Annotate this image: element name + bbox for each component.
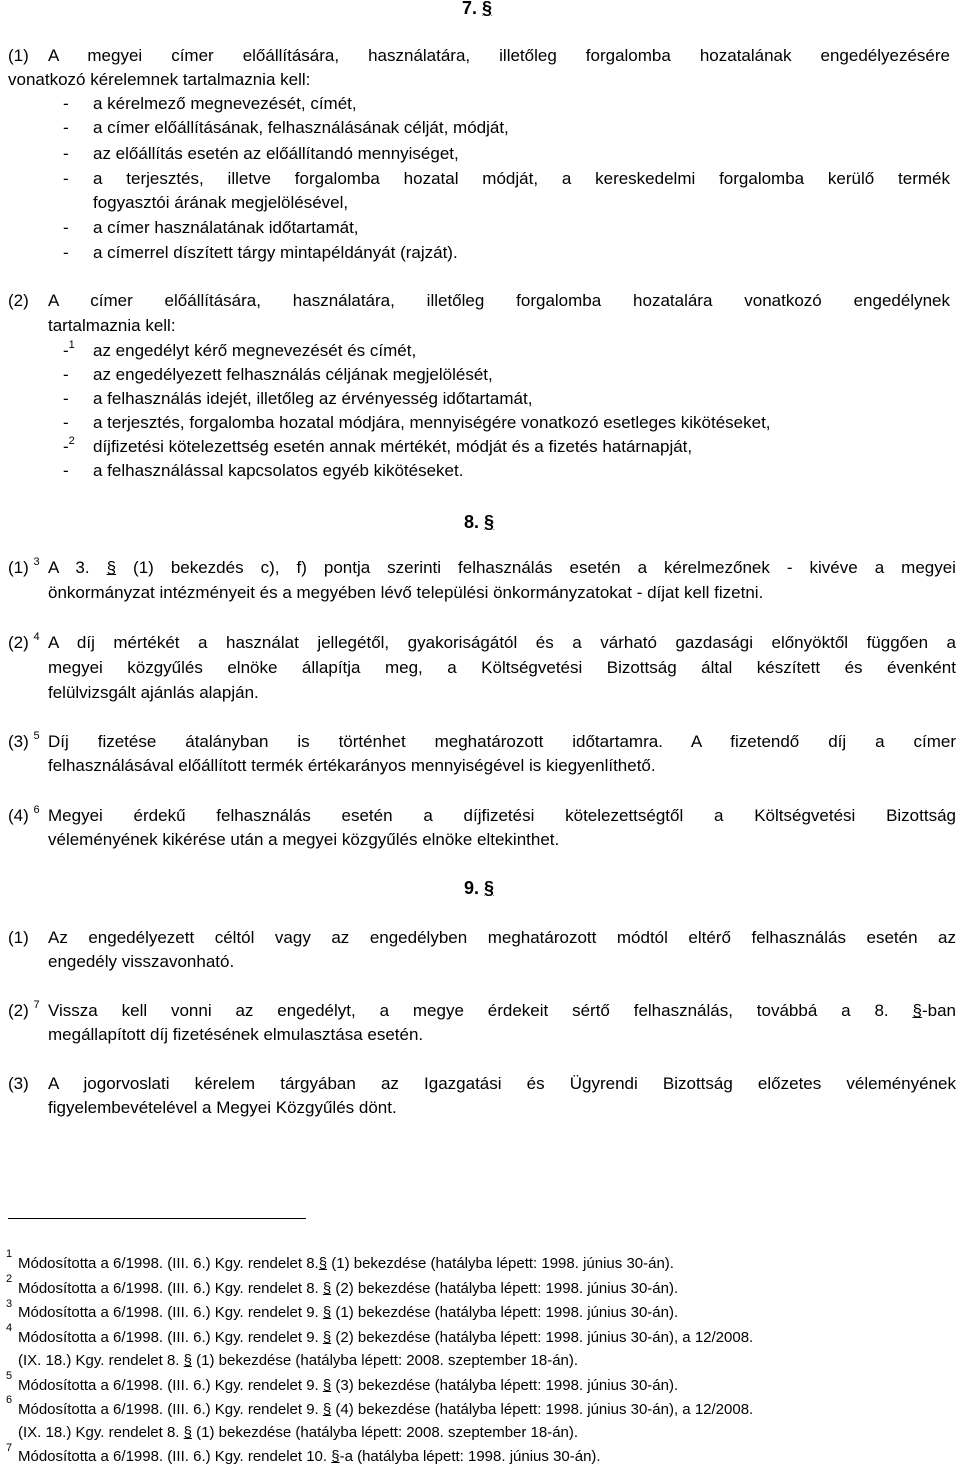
s8-p2-line2: megyei közgyűlés elnöke állapítja meg, a Költségvetési Bizottság által készített és évenként: [48, 658, 956, 677]
dash: -: [63, 243, 69, 262]
dash: -: [63, 94, 69, 113]
section-9-heading: 9. §: [464, 878, 495, 898]
s7-p2-line2: tartalmaznia kell:: [48, 316, 176, 335]
dash: -: [63, 389, 69, 408]
s8-p3-line2: felhasználásával előállított termék értékarányos mennyiségével is kiegyenlíthető.: [48, 756, 656, 775]
footnote-number: 5: [6, 1370, 13, 1382]
footnote-number: 4: [6, 1322, 13, 1334]
list-item: az engedélyezett felhasználás céljának megjelölését,: [93, 365, 493, 384]
footnote-4: Módosította a 6/1998. (III. 6.) Kgy. rendelet 9. § (2) bekezdése (hatályba lépett: 1998. június 30-án), a 12/2008.: [18, 1329, 754, 1346]
list-item: díjfizetési kötelezettség esetén annak mértékét, módját és a fizetés határnapját,: [93, 437, 693, 456]
dash: -: [63, 169, 69, 188]
list-item: a címer előállításának, felhasználásának célját, módját,: [93, 118, 509, 137]
s8-p3-number: (3) $^5$: [8, 730, 40, 751]
s8-p4-number: (4) $^6$: [8, 804, 40, 825]
footnote-ref: 3: [33, 556, 40, 568]
dash-with-footnote: -$^1$: [63, 339, 75, 360]
footnote-number: 2: [6, 1273, 13, 1285]
list-item: a felhasználás idejét, illetőleg az érvényesség időtartamát,: [93, 389, 533, 408]
dash: -: [63, 118, 69, 137]
s9-p3-line1: A jogorvoslati kérelem tárgyában az Igazgatási és Ügyrendi Bizottság előzetes véleményének: [48, 1074, 956, 1093]
footnote-2: Módosította a 6/1998. (III. 6.) Kgy. rendelet 8. § (2) bekezdése (hatályba lépett: 1998. június 30-án).: [18, 1280, 679, 1297]
footnote-ref: 4: [33, 631, 40, 643]
s9-p2-line2: megállapított díj fizetésének elmulasztása esetén.: [48, 1025, 424, 1044]
footnote-ref: 5: [33, 730, 40, 742]
s8-p4-line1: Megyei érdekű felhasználás esetén a díjfizetési kötelezettségtől a Költségvetési Bizottság: [48, 806, 956, 825]
list-item: a kérelmező megnevezését, címét,: [93, 94, 357, 113]
footnote-3: Módosította a 6/1998. (III. 6.) Kgy. rendelet 9. § (1) bekezdése (hatályba lépett: 1998. június 30-án).: [18, 1304, 679, 1321]
list-item: az engedélyt kérő megnevezését és címét,: [93, 341, 417, 360]
s7-p1-line1: A megyei címer előállítására, használatára, illetőleg forgalomba hozatalának engedélyezésére: [48, 46, 950, 65]
footnote-ref: 7: [33, 999, 40, 1011]
s8-p2-line1: A díj mértékét a használat jellegétől, gyakoriságától és a várható gazdasági előnyöktől függően a: [48, 633, 956, 652]
s9-p3-number: (3): [8, 1074, 29, 1093]
dash-with-footnote: -$^2$: [63, 435, 75, 456]
s8-p2-line3: felülvizsgált ajánlás alapján.: [48, 683, 259, 702]
list-item: a felhasználással kapcsolatos egyéb kikötéseket.: [93, 461, 464, 480]
list-item: a címerrel díszített tárgy mintapéldányát (rajzát).: [93, 243, 458, 262]
footnote-number: 1: [6, 1248, 13, 1260]
dash: -: [63, 218, 69, 237]
s8-p1-line1: A 3. § (1) bekezdés c), f) pontja szerinti felhasználás esetén a kérelmezőnek - kivéve a megyei: [48, 558, 956, 577]
dash: -: [63, 365, 69, 384]
section-7-heading: 7. §: [462, 0, 493, 18]
footnote-ref: 6: [33, 804, 40, 816]
footnote-ref: 1: [68, 339, 75, 351]
dash: -: [63, 461, 69, 480]
list-item: a címer használatának időtartamát,: [93, 218, 359, 237]
list-item: a terjesztés, forgalomba hozatal módjára, mennyiségére vonatkozó esetleges kikötéseket,: [93, 413, 771, 432]
s8-p3-line1: Díj fizetése átalányban is történhet meghatározott időtartamra. A fizetendő díj a címer: [48, 732, 956, 751]
footnote-7: Módosította a 6/1998. (III. 6.) Kgy. rendelet 10. §-a (hatályba lépett: 1998. június 30-án).: [18, 1448, 601, 1465]
s7-p1-number: (1): [8, 46, 29, 65]
s9-p1-line2: engedély visszavonható.: [48, 952, 235, 971]
list-item: a terjesztés, illetve forgalomba hozatal módját, a kereskedelmi forgalomba kerülő termék: [93, 169, 950, 188]
section-8-heading: 8. §: [464, 512, 495, 532]
s9-p3-line2: figyelembevételével a Megyei Közgyűlés dönt.: [48, 1098, 397, 1117]
list-item: az előállítás esetén az előállítandó mennyiséget,: [93, 144, 459, 163]
s9-p2-number: (2) $^7$: [8, 999, 40, 1020]
s8-p1-line2: önkormányzat intézményeit és a megyében lévő települési önkormányzatokat - díjat kell fizetni.: [48, 583, 764, 602]
s7-p2-number: (2): [8, 291, 29, 310]
footnote-6: Módosította a 6/1998. (III. 6.) Kgy. rendelet 9. § (4) bekezdése (hatályba lépett: 1998. június 30-án), a 12/2008.: [18, 1401, 754, 1418]
s9-p1-number: (1): [8, 928, 29, 947]
footnote-number: 6: [6, 1394, 13, 1406]
footnote-6-continued: (IX. 18.) Kgy. rendelet 8. § (1) bekezdése (hatályba lépett: 2008. szeptember 18-án).: [18, 1424, 579, 1441]
list-item-continued: fogyasztói árának megjelölésével,: [93, 193, 349, 212]
s8-p4-line2: véleményének kikérése után a megyei közgyűlés elnöke eltekinthet.: [48, 830, 560, 849]
dash: -: [63, 413, 69, 432]
s7-p1-line2: vonatkozó kérelemnek tartalmaznia kell:: [8, 70, 311, 89]
s9-p1-line1: Az engedélyezett céltól vagy az engedélyben meghatározott módtól eltérő felhasználás esetén az: [48, 928, 956, 947]
footnote-ref: 2: [68, 435, 75, 447]
s8-p2-number: (2) $^4$: [8, 631, 40, 652]
footnote-number: 7: [6, 1442, 13, 1454]
footnote-1: Módosította a 6/1998. (III. 6.) Kgy. rendelet 8.§ (1) bekezdése (hatályba lépett: 1998. június 30-án).: [18, 1255, 674, 1272]
footnote-separator: [8, 1218, 306, 1219]
s7-p2-line1: A címer előállítására, használatára, illetőleg forgalomba hozatalára vonatkozó engedélynek: [48, 291, 950, 310]
s9-p2-line1: Vissza kell vonni az engedélyt, a megye érdekeit sértő felhasználás, továbbá a 8. §-ban: [48, 1001, 956, 1020]
footnote-5: Módosította a 6/1998. (III. 6.) Kgy. rendelet 9. § (3) bekezdése (hatályba lépett: 1998. június 30-án).: [18, 1377, 679, 1394]
footnote-number: 3: [6, 1298, 13, 1310]
dash: -: [63, 144, 69, 163]
footnote-4-continued: (IX. 18.) Kgy. rendelet 8. § (1) bekezdése (hatályba lépett: 2008. szeptember 18-án).: [18, 1352, 579, 1369]
s8-p1-number: (1) $^3$: [8, 556, 40, 577]
